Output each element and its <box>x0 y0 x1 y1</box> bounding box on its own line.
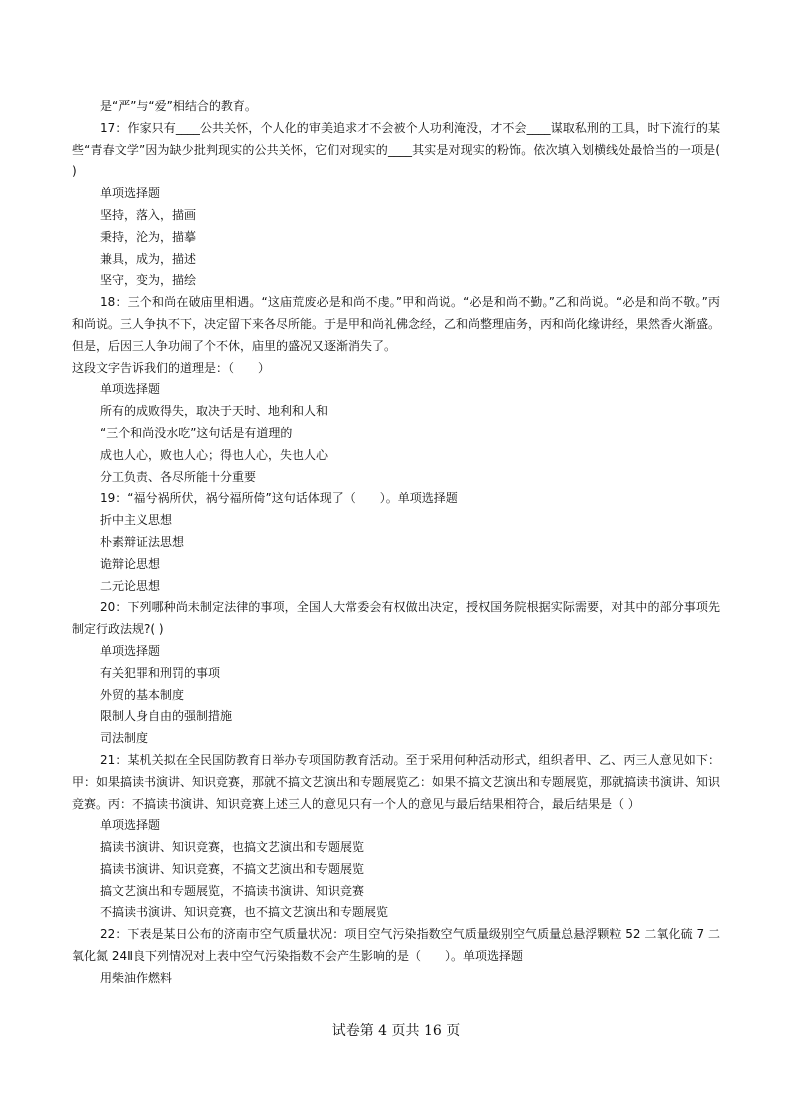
q18-stem-question: 这段文字告诉我们的道理是：（ ） <box>72 360 271 375</box>
q21-type: 单项选择题 <box>100 818 161 833</box>
q19-option-d[interactable]: 二元论思想 <box>100 578 161 593</box>
q17-option-d[interactable]: 坚守，变为，描绘 <box>100 273 197 288</box>
intro-text: 是“严”与“爱”相结合的教育。 <box>100 99 257 113</box>
q19-option-c[interactable]: 诡辩论思想 <box>100 556 161 571</box>
q19-option-b[interactable]: 朴素辩证法思想 <box>100 534 185 549</box>
q18-option-c[interactable]: 成也人心，败也人心；得也人心，失也人心 <box>100 447 329 462</box>
q19-stem: 19：“福兮祸所伏，祸兮福所倚”这句话体现了（ ）。单项选择题 <box>100 491 458 506</box>
q18-option-b[interactable]: “三个和尚没水吃”这句话是有道理的 <box>100 425 293 440</box>
page-footer: 试卷第 4 页共 16 页 <box>331 1023 461 1039</box>
q21-option-b[interactable]: 搞读书演讲、知识竞赛，不搞文艺演出和专题展览 <box>100 861 365 876</box>
q18-option-a[interactable]: 所有的成败得失，取决于天时、地利和人和 <box>100 404 329 419</box>
q21-stem: 21：某机关拟在全民国防教育日举办专项国防教育活动。至于采用何种活动形式，组织者甲、乙、丙三人意见如下：甲：如果搞读书演讲、知识竞赛，那就不搞文艺演出和专题展览乙：如果不搞文艺演出和专题展览，那就搞读书演讲、知识竞赛。丙：不搞读书演讲、知识竞赛上述三人的意见只有一个人的意见与最后结果相符合，最后结果是（ ） <box>72 752 721 811</box>
q20-stem: 20：下列哪种尚未制定法律的事项，全国人大常委会有权做出决定，授权国务院根据实际需要，对其中的部分事项先制定行政法规?( ) <box>72 600 720 637</box>
q22-stem: 22：下表是某日公布的济南市空气质量状况：项目空气污染指数空气质量级别空气质量总悬浮颗粒 52 二氧化硫 7 二氧化氮 24Ⅱ良下列情况对上表中空气污染指数不会产生影响的是（ ）。单项选择题 <box>72 927 720 964</box>
q20-option-d[interactable]: 司法制度 <box>100 731 149 746</box>
q18-type: 单项选择题 <box>100 382 161 397</box>
q17-option-b[interactable]: 秉持，沦为，描摹 <box>100 229 197 244</box>
q21-option-a[interactable]: 搞读书演讲、知识竞赛，也搞文艺演出和专题展览 <box>100 840 365 855</box>
q17-option-a[interactable]: 坚持，落入，描画 <box>100 207 197 222</box>
q20-option-c[interactable]: 限制人身自由的强制措施 <box>100 709 233 724</box>
q20-option-a[interactable]: 有关犯罪和刑罚的事项 <box>100 665 221 680</box>
q18-option-d[interactable]: 分工负责、各尽所能十分重要 <box>100 469 257 484</box>
q17-stem: 17：作家只有____公共关怀，个人化的审美追求才不会被个人功利淹没，才不会____谋取私刑的工具，时下流行的某些“青春文学”因为缺少批判现实的公共关怀，它们对现实的____其实是对现实的粉饰。依次填入划横线处最恰当的一项是( ) <box>72 120 720 179</box>
document-page <box>72 96 720 990</box>
q20-type: 单项选择题 <box>100 643 161 658</box>
q21-option-d[interactable]: 不搞读书演讲、知识竞赛，也不搞文艺演出和专题展览 <box>100 905 389 920</box>
q18-stem: 18：三个和尚在破庙里相遇。“这庙荒废必是和尚不虔。”甲和尚说。“必是和尚不勤。”乙和尚说。“必是和尚不敬。”丙和尚说。三人争执不下，决定留下来各尽所能。于是甲和尚礼佛念经，乙和尚整理庙务，丙和尚化缘讲经，果然香火渐盛。但是，后因三人争功闹了个不休，庙里的盛况又逐渐消失了。 <box>72 295 721 353</box>
q22-option-a[interactable]: 用柴油作燃料 <box>100 970 173 985</box>
q20-option-b[interactable]: 外贸的基本制度 <box>100 687 185 702</box>
q19-option-a[interactable]: 折中主义思想 <box>100 513 173 528</box>
q17-type: 单项选择题 <box>100 186 161 201</box>
q21-option-c[interactable]: 搞文艺演出和专题展览，不搞读书演讲、知识竞赛 <box>100 883 365 898</box>
q17-option-c[interactable]: 兼具，成为，描述 <box>100 251 197 266</box>
